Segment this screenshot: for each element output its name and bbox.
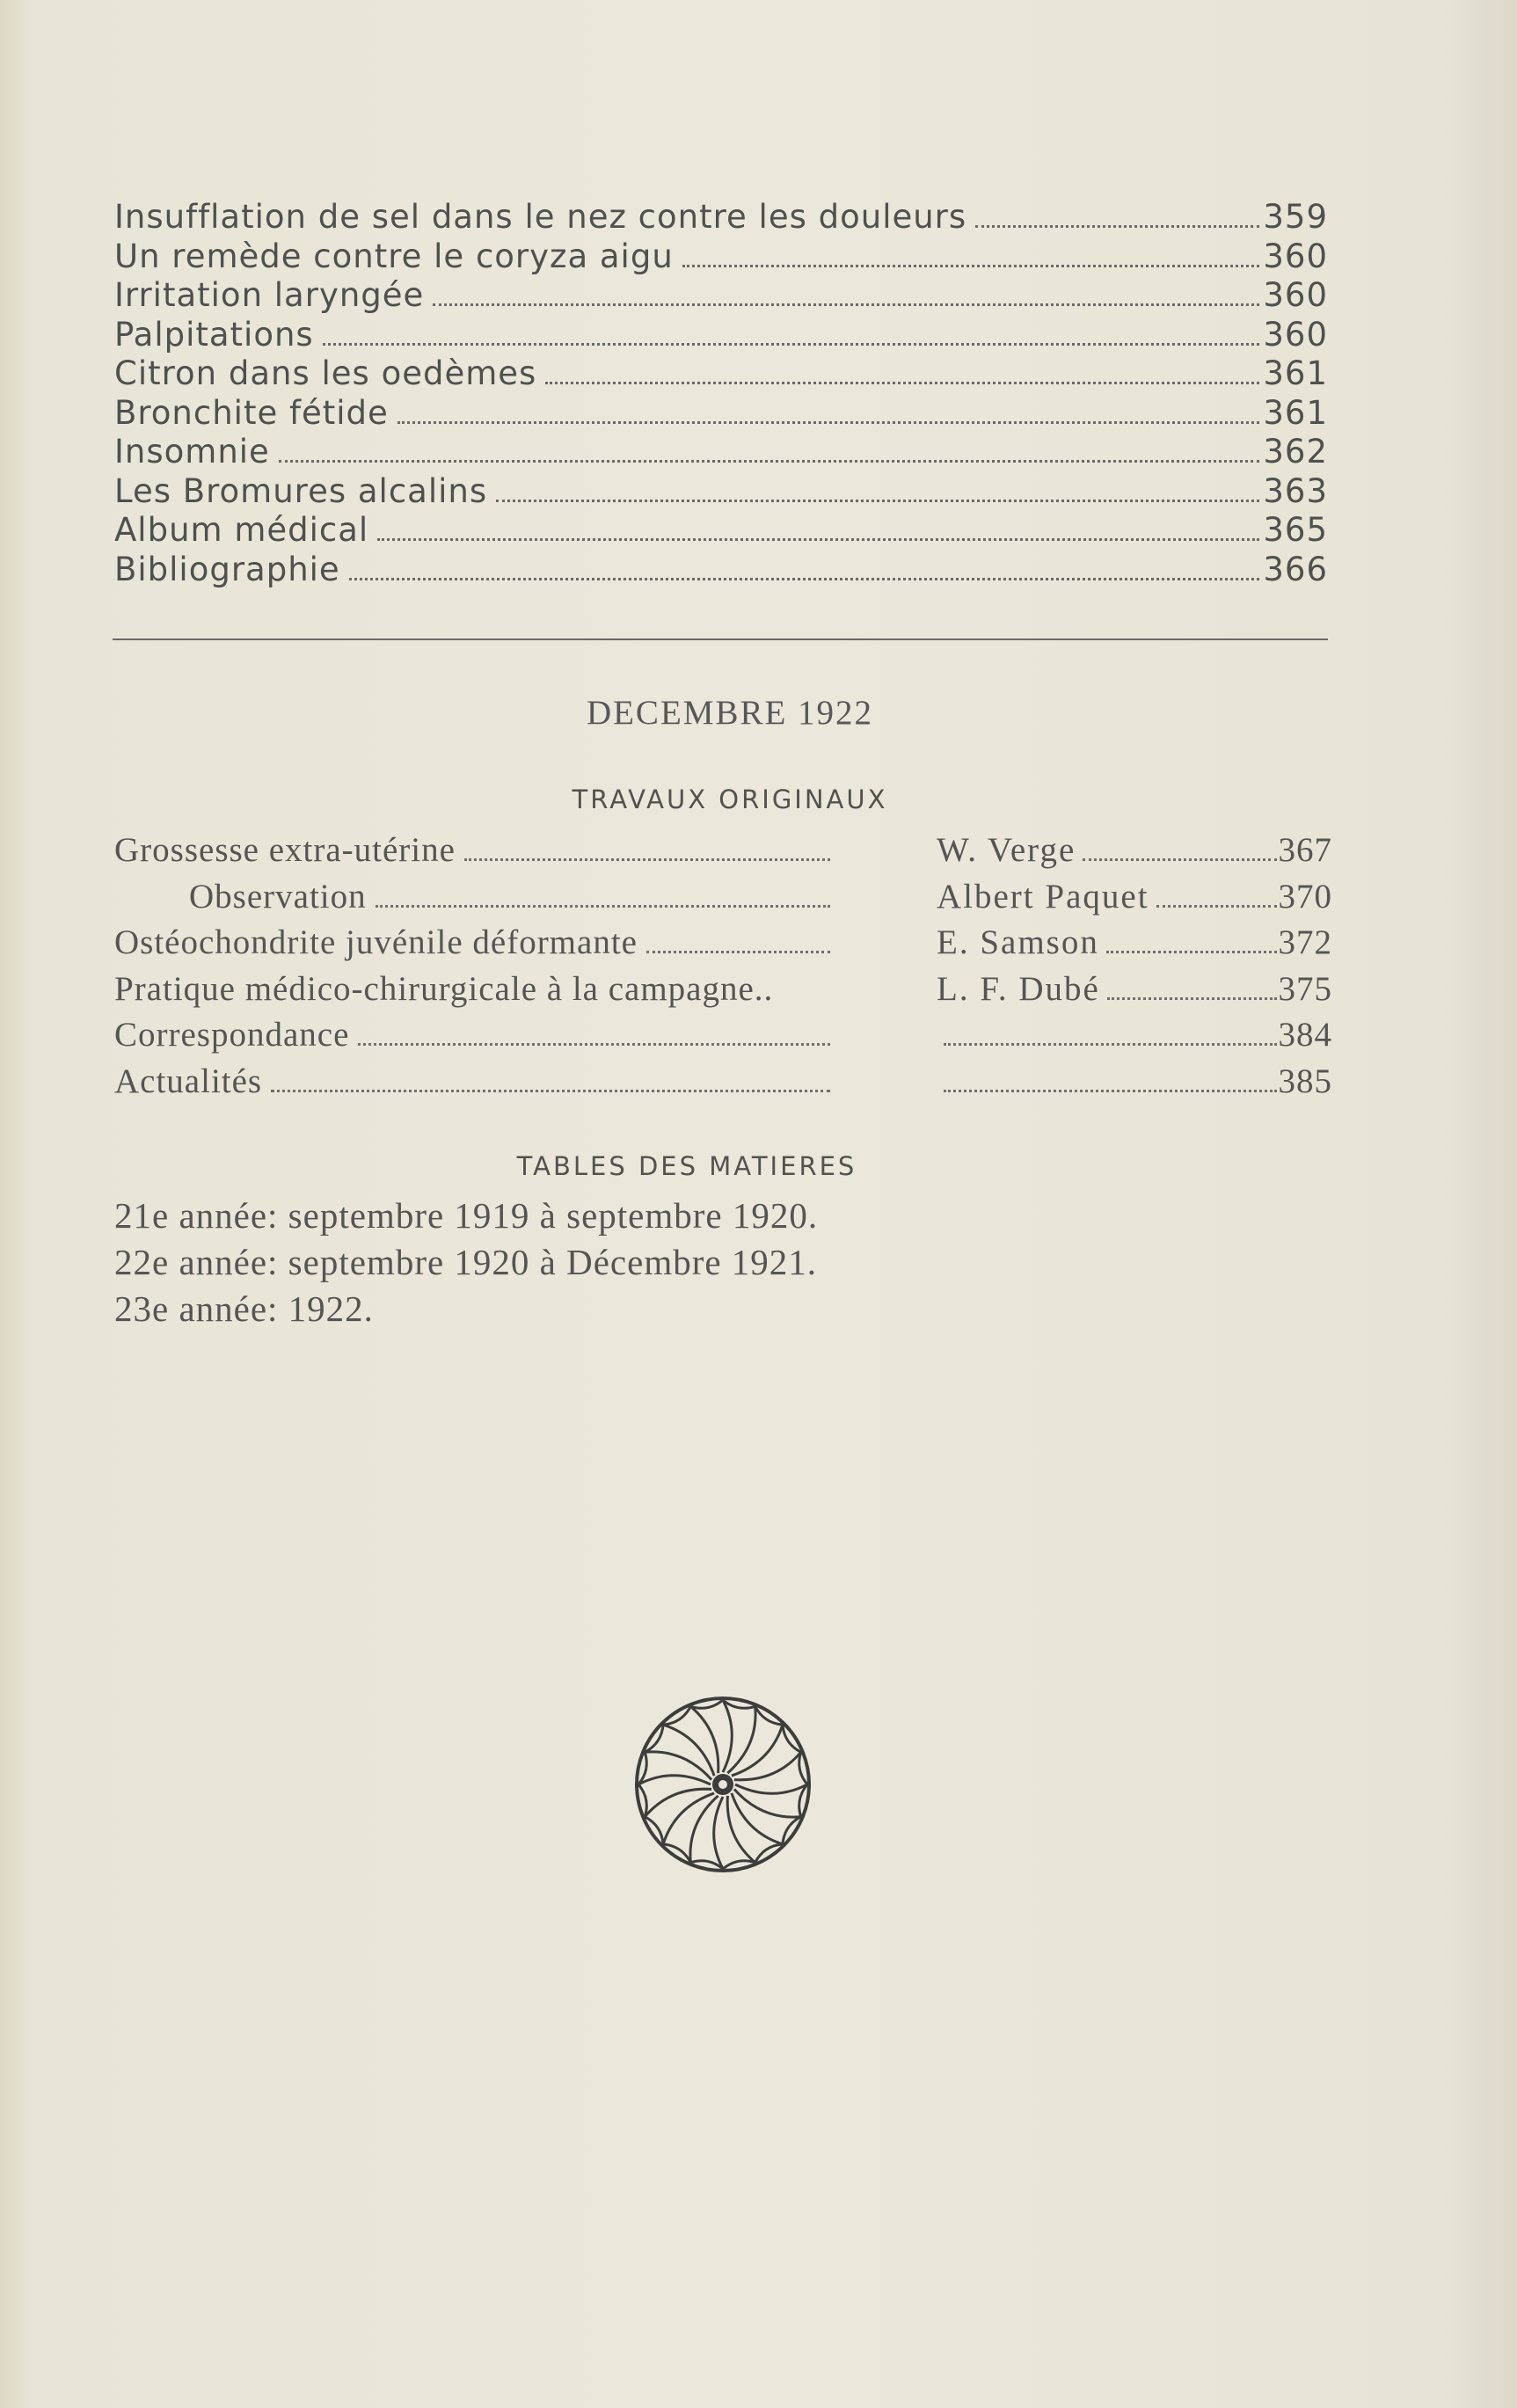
contents-entry (114, 433, 1328, 472)
entry-page: 360 (1263, 237, 1328, 275)
contents-list-top (114, 198, 1328, 589)
leader-dots (349, 578, 1260, 580)
leader-dots (682, 265, 1260, 267)
rosette-scallop (663, 1844, 690, 1863)
rosette-petal (734, 1752, 801, 1780)
entry-title: Grossesse extra-utérine (114, 831, 456, 869)
leader-dots (646, 951, 830, 953)
entry-page: 360 (1263, 315, 1328, 354)
leader-dots (279, 460, 1260, 463)
rosette-petal (663, 1725, 714, 1776)
rosette-petal (663, 1793, 714, 1844)
entry-author: Albert Paquet (937, 877, 1149, 916)
entry-page: 370 (1278, 877, 1332, 916)
contents-entry (114, 472, 1328, 512)
leader-dots (1106, 951, 1277, 953)
leader-dots (496, 500, 1259, 502)
entry-page: 384 (1278, 1016, 1332, 1054)
rosette-petal (735, 1784, 807, 1793)
rosette-scallop (645, 1817, 663, 1844)
horizontal-divider (113, 638, 1328, 640)
entry-title: Correspondance (114, 1016, 350, 1054)
entry-page: 361 (1263, 354, 1328, 392)
entry-page: 360 (1263, 276, 1328, 314)
entry-title: Un remède contre le coryza aigu (114, 237, 674, 275)
month-heading: DECEMBRE 1922 (586, 694, 874, 732)
entry-page: 385 (1278, 1062, 1332, 1100)
entry-title: Insomnie (114, 433, 270, 471)
leader-dots (975, 225, 1259, 228)
entry-page: 365 (1263, 511, 1328, 549)
entry-title: Bibliographie (114, 550, 340, 588)
tables-list (114, 1194, 818, 1334)
entry-title: Les Bromures alcalins (114, 471, 488, 510)
entry-author: E. Samson (937, 923, 1099, 961)
entry-page: 375 (1278, 969, 1332, 1008)
leader-dots (376, 905, 830, 908)
leader-dots (1083, 858, 1276, 861)
entry-title: Insufflation de sel dans le nez contre les douleurs (114, 198, 967, 236)
contents-entry (114, 237, 1328, 277)
leader-dots (464, 858, 830, 861)
entry-title: Pratique médico-chirurgicale à la campagne.. (114, 969, 774, 1008)
entry-title: Album médical (114, 511, 369, 549)
rosette-petal (645, 1789, 711, 1817)
leader-dots (944, 1043, 1277, 1046)
entry-title: Observation (189, 877, 367, 916)
rosette-petal (714, 1797, 723, 1869)
entry-title: Irritation laryngée (114, 276, 425, 314)
section-heading-travaux: TRAVAUX ORIGINAUX (572, 784, 888, 814)
entry-author: L. F. Dubé (937, 969, 1100, 1008)
travaux-list (114, 830, 1332, 1107)
travaux-entry (114, 830, 1332, 877)
entry-title: Bronchite fétide (114, 393, 389, 432)
rosette-petal (732, 1793, 783, 1844)
entry-title: Palpitations (114, 315, 314, 354)
leader-dots (358, 1043, 830, 1046)
entry-page: 359 (1263, 198, 1328, 236)
leader-dots (545, 382, 1259, 384)
leader-dots (433, 303, 1259, 306)
entry-page: 363 (1263, 471, 1328, 510)
rosette-scallop (783, 1817, 801, 1844)
entry-page: 362 (1263, 433, 1328, 471)
entry-title: Ostéochondrite juvénile déformante (114, 923, 638, 961)
travaux-entry (114, 969, 1332, 1016)
contents-entry (114, 551, 1328, 590)
leader-dots (323, 343, 1260, 346)
leader-dots (397, 421, 1260, 424)
contents-entry (114, 316, 1328, 355)
contents-entry (114, 198, 1328, 237)
travaux-entry (114, 1062, 1332, 1108)
entry-page: 372 (1278, 923, 1332, 961)
travaux-entry (114, 923, 1332, 969)
tables-entry: 21e année: septembre 1919 à septembre 1920. (114, 1195, 819, 1236)
contents-entry (114, 511, 1328, 551)
rosette-petal (638, 1776, 711, 1784)
entry-page: 361 (1263, 393, 1328, 432)
rosette-scallop (663, 1706, 690, 1725)
rosette-petal (732, 1725, 783, 1776)
entry-title: Citron dans les oedèmes (114, 354, 537, 392)
rosette-scallop (783, 1725, 801, 1752)
rosette-scallop (755, 1706, 783, 1725)
leader-dots (377, 538, 1259, 541)
rosette-petal (727, 1796, 755, 1863)
rosette-scallop (755, 1844, 783, 1863)
rosette-petal (690, 1706, 718, 1773)
leader-dots (944, 1090, 1277, 1092)
rosette-petal (723, 1700, 732, 1772)
contents-entry (114, 276, 1328, 316)
entry-page: 366 (1263, 550, 1328, 588)
contents-entry (114, 394, 1328, 434)
rosette-scallop (645, 1725, 663, 1752)
section-heading-tables: TABLES DES MATIERES (516, 1151, 857, 1181)
leader-dots (271, 1090, 830, 1092)
entry-page: 367 (1278, 831, 1332, 869)
leader-dots (1156, 905, 1277, 908)
tables-entry: 23e année: 1922. (114, 1288, 374, 1329)
travaux-entry (114, 877, 1332, 923)
leader-dots (1107, 997, 1277, 1000)
entry-title: Actualités (114, 1062, 263, 1100)
travaux-entry (114, 1015, 1332, 1062)
tables-entry: 22e année: septembre 1920 à Décembre 1921. (114, 1242, 818, 1282)
contents-entry (114, 354, 1328, 394)
entry-author: W. Verge (937, 831, 1076, 869)
rosette-ornament-icon (631, 1693, 814, 1876)
